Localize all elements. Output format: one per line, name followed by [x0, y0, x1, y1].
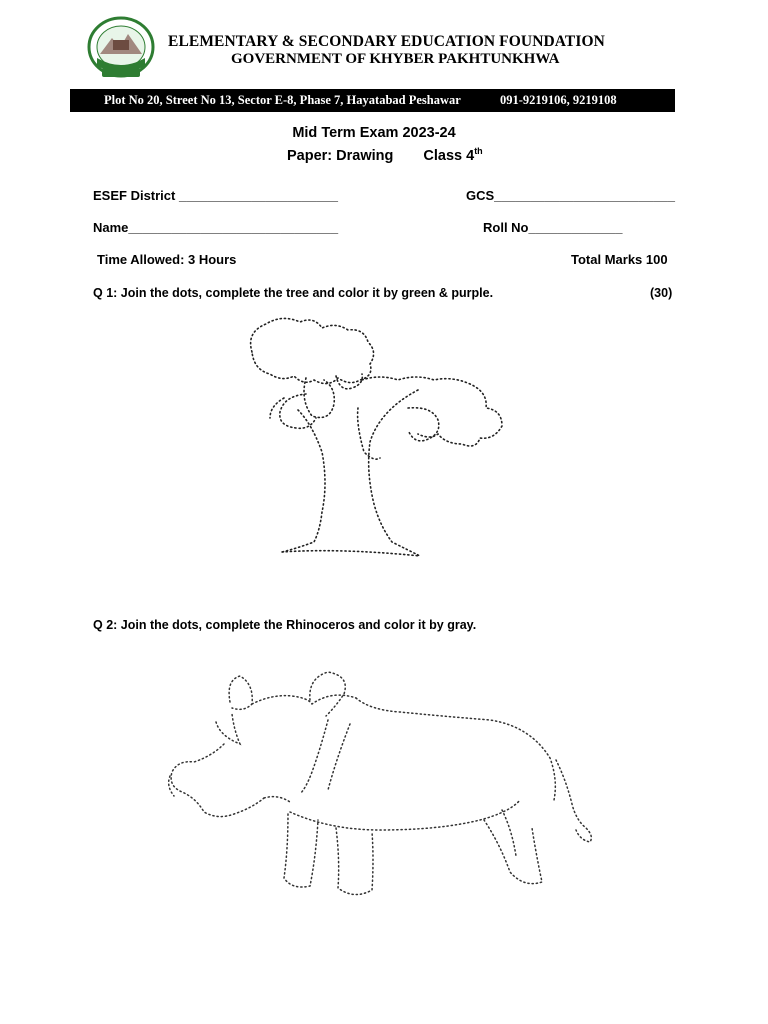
paper-subject: Paper: Drawing [287, 147, 394, 164]
address-text: Plot No 20, Street No 13, Sector E-8, Phase 7, Hayatabad Peshawar [104, 93, 461, 107]
district-field: ESEF District ______________________ [93, 188, 339, 203]
class-label: Class 4th [423, 146, 483, 164]
phone-text: 091-9219106, 9219108 [500, 93, 617, 107]
question-2-text: Q 2: Join the dots, complete the Rhinoceros and color it by gray. [93, 618, 477, 632]
time-allowed: Time Allowed: 3 Hours [97, 252, 237, 267]
question-1-text: Q 1: Join the dots, complete the tree and color it by green & purple. [93, 286, 494, 300]
address-bar [70, 89, 675, 112]
question-1-marks: (30) [650, 286, 673, 300]
dotted-tree-drawing [240, 312, 520, 562]
government-name: GOVERNMENT OF KHYBER PAKHTUNKHWA [231, 51, 560, 67]
esef-logo-icon [86, 16, 156, 82]
total-marks: Total Marks 100 [571, 252, 668, 267]
dotted-rhinoceros-drawing [160, 660, 600, 910]
gcs-field: GCS_________________________ [466, 188, 675, 203]
exam-title: Mid Term Exam 2023-24 [292, 125, 456, 141]
name-field: Name_____________________________ [93, 220, 339, 235]
paper-line [287, 146, 483, 164]
roll-no-field: Roll No_____________ [483, 220, 623, 235]
organization-name: ELEMENTARY & SECONDARY EDUCATION FOUNDATION [168, 33, 605, 50]
